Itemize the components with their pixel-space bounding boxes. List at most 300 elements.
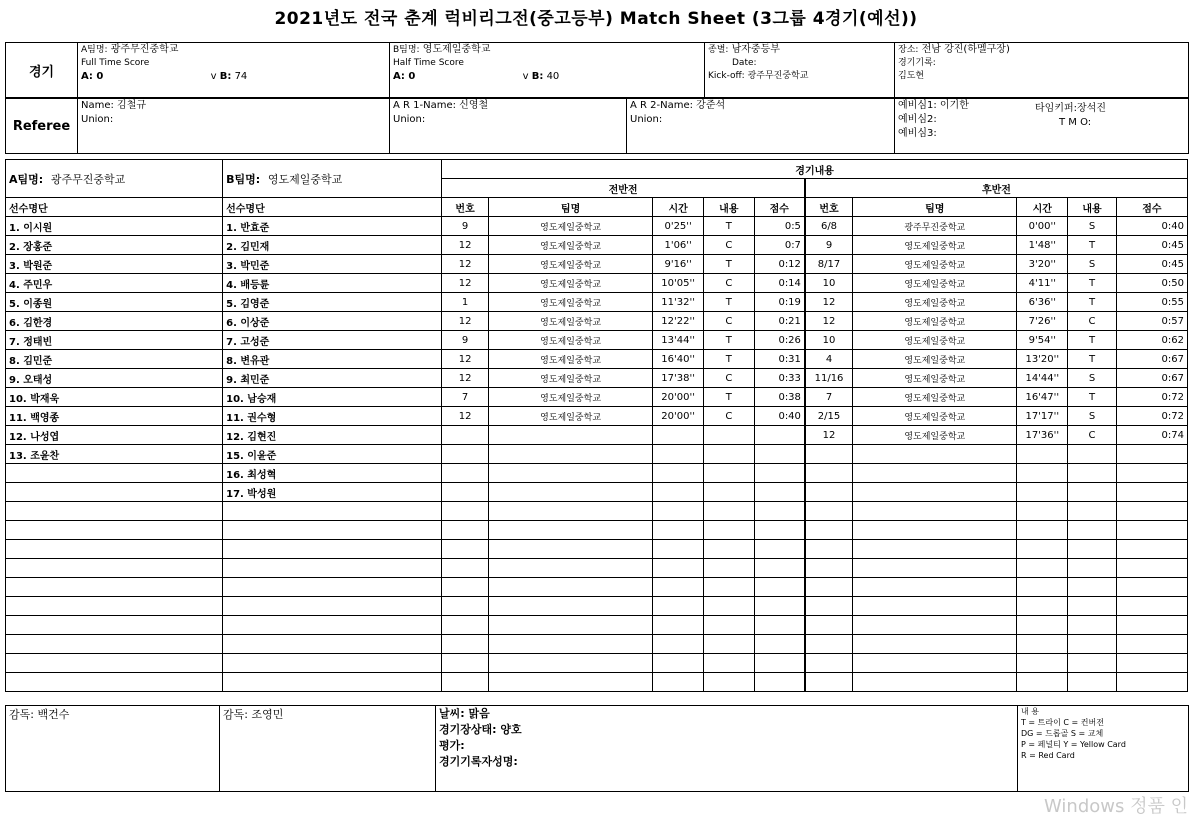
venue-value: 전남 강진(하멜구장) [921,44,1010,55]
venue-label: 장소: [898,45,919,55]
second-half-time [1017,597,1068,616]
first-half-type [703,654,754,673]
timekeeper: 타임키퍼:장석진 [1035,103,1106,114]
second-half-score: 0:45 [1116,255,1187,274]
roster-a-header: 선수명단 [6,198,223,217]
first-half-time [653,654,704,673]
legend-line: R = Red Card [1021,751,1075,760]
first-half-team: 영도제일중학교 [488,312,652,331]
first-half-score [754,654,805,673]
date-label: Date: [732,58,757,68]
first-half-team [488,445,652,464]
reserve-3: 예비심3: [898,128,937,139]
player-b: 8. 변유관 [223,350,442,369]
team-b-cell [390,43,705,98]
second-half-type: C [1068,426,1117,445]
player-a [6,483,223,502]
grid-header-row [6,198,1188,217]
first-half-score: 0:40 [754,407,805,426]
player-b [223,597,442,616]
second-half-team [853,673,1017,692]
first-half-time [653,426,704,445]
second-half-number: 11/16 [805,369,853,388]
ar2-cell [627,99,895,154]
first-half-score: 0:33 [754,369,805,388]
tmo: T M O: [1059,117,1092,128]
second-half-team: 영도제일중학교 [853,388,1017,407]
first-half-team: 영도제일중학교 [488,388,652,407]
first-half-team [488,483,652,502]
player-a [6,559,223,578]
second-half-number: 2/15 [805,407,853,426]
first-half-time [653,464,704,483]
first-half-number: 12 [442,255,489,274]
player-b: 10. 남승재 [223,388,442,407]
player-b [223,578,442,597]
second-half-number: 9 [805,236,853,255]
player-a [6,464,223,483]
first-half-time [653,597,704,616]
coach-b: 감독: 조영민 [220,706,436,792]
first-half-type [703,445,754,464]
first-half-time [653,616,704,635]
first-half-number [442,426,489,445]
table-row [6,521,1188,540]
second-half-number [805,616,853,635]
first-half-score: 0:7 [754,236,805,255]
field-condition: 경기장상태: 양호 [439,723,522,736]
ar1-name: A R 1-Name: 신영철 [393,100,489,111]
first-half-type: T [703,350,754,369]
second-half-number [805,578,853,597]
first-half-number [442,673,489,692]
second-half-number: 4 [805,350,853,369]
team-a-cell [78,43,390,98]
player-b: 17. 박성원 [223,483,442,502]
first-half-score [754,578,805,597]
first-half-score [754,464,805,483]
first-half-team [488,521,652,540]
first-half-type [703,578,754,597]
player-b: 3. 박민준 [223,255,442,274]
second-half-number [805,673,853,692]
second-half-number: 12 [805,312,853,331]
first-half-number: 12 [442,407,489,426]
player-b: 1. 반효준 [223,217,442,236]
first-half-type: T [703,217,754,236]
table-row [6,236,1188,255]
first-half-number [442,654,489,673]
first-half-team [488,616,652,635]
second-half-team [853,578,1017,597]
player-b: 6. 이상준 [223,312,442,331]
second-half-time [1017,616,1068,635]
ht-b-label: B: [531,71,544,82]
second-half-number [805,597,853,616]
first-half-team [488,635,652,654]
second-half-score [1116,673,1187,692]
second-half-type [1068,521,1117,540]
second-half-score [1116,616,1187,635]
second-half-score: 0:50 [1116,274,1187,293]
team-a-label: A팀명: [81,45,108,55]
ht-a-score: A: 0 [393,71,416,82]
player-a: 9. 오태성 [6,369,223,388]
second-half-score: 0:67 [1116,369,1187,388]
first-half-score: 0:14 [754,274,805,293]
table-row [6,255,1188,274]
first-half-type [703,540,754,559]
first-half-score: 0:31 [754,350,805,369]
second-half-type [1068,540,1117,559]
first-half-number: 9 [442,331,489,350]
table-row [6,654,1188,673]
second-half-score [1116,521,1187,540]
table-row [6,369,1188,388]
first-half-time: 16'40'' [653,350,704,369]
player-a: 6. 김한경 [6,312,223,331]
player-a: 12. 나성엽 [6,426,223,445]
second-half-time: 4'11'' [1017,274,1068,293]
second-half-team: 광주무진중학교 [853,217,1017,236]
first-half-type: C [703,236,754,255]
second-half-time: 7'26'' [1017,312,1068,331]
second-half-col-team: 팀명 [853,198,1017,217]
first-half-type: T [703,293,754,312]
first-half-score: 0:26 [754,331,805,350]
first-half-number [442,521,489,540]
player-a [6,654,223,673]
second-half-col-time: 시간 [1017,198,1068,217]
player-a [6,673,223,692]
second-half-type [1068,559,1117,578]
first-half-time: 12'22'' [653,312,704,331]
footer-table [5,705,1189,792]
player-a [6,521,223,540]
first-half-team: 영도제일중학교 [488,331,652,350]
second-half-score: 0:74 [1116,426,1187,445]
first-half-team [488,464,652,483]
first-half-type [703,426,754,445]
second-half-number [805,464,853,483]
second-half-score [1116,483,1187,502]
category-value: 남자중등부 [731,44,780,55]
ht-v: v [522,71,529,82]
player-b: 5. 김영준 [223,293,442,312]
second-half-time: 9'54'' [1017,331,1068,350]
recorder-label: 경기기록: [898,58,936,68]
second-half-score [1116,559,1187,578]
table-row [6,274,1188,293]
team-b-name: 영도제일중학교 [422,44,491,55]
second-half-score [1116,445,1187,464]
second-half-number: 8/17 [805,255,853,274]
first-half-time [653,673,704,692]
second-half-time [1017,540,1068,559]
first-half-type [703,559,754,578]
second-half-team [853,464,1017,483]
first-half-team [488,559,652,578]
first-half-time [653,540,704,559]
first-half-type [703,464,754,483]
table-row [6,559,1188,578]
second-half-type: T [1068,388,1117,407]
player-a: 7. 정태빈 [6,331,223,350]
first-half-time: 11'32'' [653,293,704,312]
second-half-score: 0:45 [1116,236,1187,255]
second-half-time: 17'36'' [1017,426,1068,445]
second-half-team: 영도제일중학교 [853,274,1017,293]
second-half-team: 영도제일중학교 [853,293,1017,312]
first-half-time [653,578,704,597]
second-half-time: 0'00'' [1017,217,1068,236]
reserve-2: 예비심2: [898,114,937,125]
first-half-time: 20'00'' [653,407,704,426]
first-half-label: 전반전 [442,179,805,198]
roster-a-team-name: 광주무진중학교 [50,172,126,186]
second-half-number: 6/8 [805,217,853,236]
referee-table [5,98,1189,154]
player-b [223,635,442,654]
conditions-cell [436,706,1018,792]
reserve-cell [895,99,1189,154]
referee-name: Name: 김철규 [81,100,147,111]
first-half-type: C [703,312,754,331]
first-half-number [442,540,489,559]
second-half-team: 영도제일중학교 [853,312,1017,331]
second-half-time [1017,559,1068,578]
table-row [6,597,1188,616]
second-half-number [805,540,853,559]
second-half-score: 0:40 [1116,217,1187,236]
player-a [6,502,223,521]
first-half-number [442,483,489,502]
table-row [6,635,1188,654]
second-half-col-number: 번호 [805,198,853,217]
second-half-number [805,559,853,578]
first-half-type [703,521,754,540]
first-half-number: 7 [442,388,489,407]
second-half-team [853,445,1017,464]
ar2-name: A R 2-Name: 강준석 [630,100,726,111]
first-half-team [488,597,652,616]
table-row [6,445,1188,464]
category-label: 종별: [708,45,729,55]
second-half-team [853,654,1017,673]
first-half-team [488,673,652,692]
table-row [6,673,1188,692]
second-half-type: C [1068,312,1117,331]
first-half-time [653,445,704,464]
main-grid [5,159,1188,692]
first-half-score: 0:21 [754,312,805,331]
second-half-type: T [1068,236,1117,255]
first-half-time: 17'38'' [653,369,704,388]
player-b: 2. 김민재 [223,236,442,255]
first-half-team: 영도제일중학교 [488,407,652,426]
first-half-time [653,635,704,654]
first-half-time: 1'06'' [653,236,704,255]
table-row [6,616,1188,635]
first-half-time [653,521,704,540]
first-half-team: 영도제일중학교 [488,274,652,293]
second-half-number: 12 [805,293,853,312]
first-half-time [653,559,704,578]
second-half-team [853,559,1017,578]
first-half-type [703,597,754,616]
first-half-team [488,540,652,559]
second-half-number [805,635,853,654]
player-b [223,521,442,540]
first-half-type: C [703,369,754,388]
first-half-col-number: 번호 [442,198,489,217]
first-half-score [754,616,805,635]
first-half-number [442,502,489,521]
second-half-time: 17'17'' [1017,407,1068,426]
second-half-team [853,635,1017,654]
player-b [223,502,442,521]
second-half-time: 14'44'' [1017,369,1068,388]
coach-a: 감독: 백건수 [6,706,220,792]
second-half-score: 0:55 [1116,293,1187,312]
player-a: 10. 박재욱 [6,388,223,407]
first-half-type [703,673,754,692]
second-half-team: 영도제일중학교 [853,236,1017,255]
weather: 날씨: 맑음 [439,707,490,720]
second-half-type [1068,464,1117,483]
legend-cell [1018,706,1189,792]
player-b: 12. 김현진 [223,426,442,445]
player-a [6,597,223,616]
player-a: 3. 박원준 [6,255,223,274]
player-b [223,654,442,673]
second-half-number [805,483,853,502]
first-half-number: 12 [442,274,489,293]
player-b: 15. 이윤준 [223,445,442,464]
legend-line: DG = 드롭골 S = 교체 [1021,729,1104,738]
player-a: 11. 백영종 [6,407,223,426]
player-b: 7. 고성준 [223,331,442,350]
second-half-time [1017,445,1068,464]
player-b: 11. 권수형 [223,407,442,426]
referee-cell [78,99,390,154]
reserve-1: 예비심1: 이기한 [898,100,969,111]
first-half-score [754,483,805,502]
table-row [6,464,1188,483]
second-half-score [1116,635,1187,654]
second-half-score [1116,464,1187,483]
first-half-score [754,445,805,464]
second-half-type: T [1068,350,1117,369]
first-half-number: 12 [442,312,489,331]
player-b [223,540,442,559]
first-half-number [442,559,489,578]
team-a-name: 광주무진중학교 [110,44,179,55]
referee-label: Referee [6,99,78,154]
first-half-type: C [703,407,754,426]
second-half-time: 6'36'' [1017,293,1068,312]
ft-b-score: 74 [234,71,248,82]
ft-b-label: B: [219,71,232,82]
first-half-score [754,540,805,559]
first-half-time: 10'05'' [653,274,704,293]
table-row [6,578,1188,597]
player-a [6,578,223,597]
first-half-score [754,635,805,654]
second-half-type: S [1068,217,1117,236]
player-b: 16. 최성혁 [223,464,442,483]
roster-a-team [6,160,223,198]
second-half-time [1017,635,1068,654]
player-a [6,540,223,559]
first-half-type: T [703,255,754,274]
first-half-time: 0'25'' [653,217,704,236]
second-half-score [1116,502,1187,521]
table-row [6,502,1188,521]
first-half-time: 20'00'' [653,388,704,407]
player-a: 13. 조윤찬 [6,445,223,464]
roster-b-team-name: 영도제일중학교 [267,172,343,186]
first-half-number [442,597,489,616]
second-half-type [1068,483,1117,502]
first-half-number [442,616,489,635]
table-row [6,426,1188,445]
roster-b-team [223,160,442,198]
first-half-team: 영도제일중학교 [488,217,652,236]
first-half-score: 0:19 [754,293,805,312]
first-half-team: 영도제일중학교 [488,369,652,388]
second-half-type: T [1068,274,1117,293]
player-b [223,673,442,692]
second-half-time [1017,654,1068,673]
table-row [6,483,1188,502]
first-half-team: 영도제일중학교 [488,350,652,369]
first-half-team: 영도제일중학교 [488,255,652,274]
second-half-type: S [1068,255,1117,274]
first-half-number: 12 [442,236,489,255]
legend-line: P = 페널티 Y = Yellow Card [1021,740,1126,749]
second-half-time [1017,502,1068,521]
second-half-time: 13'20'' [1017,350,1068,369]
match-info-table [5,42,1189,98]
table-row [6,350,1188,369]
table-row [6,331,1188,350]
second-half-label: 후반전 [805,179,1188,198]
sheet-title: 2021년도 전국 춘계 럭비리그전(중고등부) Match Sheet (3그룹 4경기(예선)) [274,9,918,29]
second-half-team: 영도제일중학교 [853,350,1017,369]
ht-b-score: 40 [546,71,560,82]
table-row [6,407,1188,426]
first-half-score [754,597,805,616]
ar1-union: Union: [393,114,426,125]
first-half-score: 0:5 [754,217,805,236]
player-a: 4. 주민우 [6,274,223,293]
second-half-team: 영도제일중학교 [853,331,1017,350]
first-half-type: T [703,388,754,407]
second-half-type [1068,502,1117,521]
second-half-col-score: 점수 [1116,198,1187,217]
legend-title: 내 용 [1021,707,1039,716]
halftime-label: Half Time Score [393,58,464,68]
player-a: 8. 김민준 [6,350,223,369]
second-half-score [1116,578,1187,597]
second-half-number [805,445,853,464]
second-half-team: 영도제일중학교 [853,426,1017,445]
second-half-score [1116,654,1187,673]
team-b-label: B팀명: [393,45,420,55]
first-half-type: T [703,331,754,350]
second-half-type: S [1068,369,1117,388]
